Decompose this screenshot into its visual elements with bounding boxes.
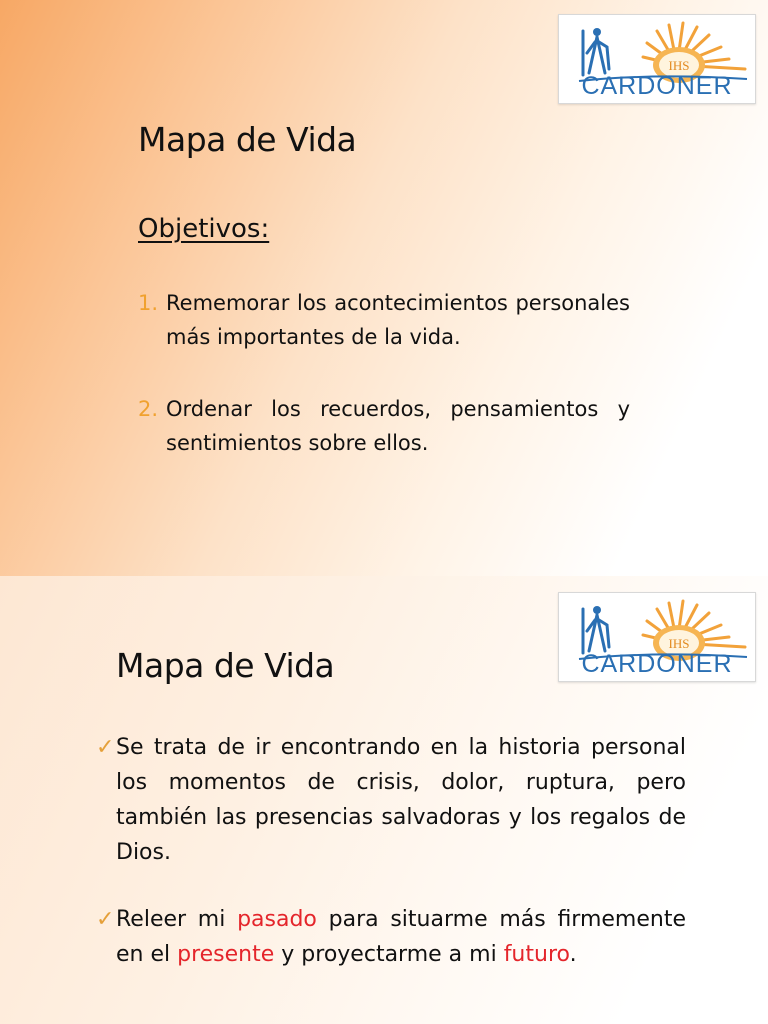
pilgrim-figure-icon xyxy=(583,28,609,75)
text-segment: Releer mi xyxy=(116,907,238,932)
svg-text:IHS: IHS xyxy=(668,636,690,651)
cardoner-logo xyxy=(558,14,756,104)
bullet-point xyxy=(96,902,686,972)
objective-text: Ordenar los recuerdos, pensamientos y sentimientos sobre ellos. xyxy=(166,397,630,455)
checkmark-icon: ✓ xyxy=(96,907,115,932)
svg-text:IHS: IHS xyxy=(668,58,690,73)
checkmark-icon: ✓ xyxy=(96,735,115,760)
objective-number: 2. xyxy=(138,397,159,421)
bullet-text xyxy=(96,902,686,972)
text-segment: y proyectarme a mi xyxy=(274,942,504,967)
objective-item xyxy=(138,286,630,354)
objective-number: 1. xyxy=(138,291,159,315)
objective-item xyxy=(138,392,630,460)
objective-text: Rememorar los acontecimientos personales más importantes de la vida. xyxy=(166,291,630,349)
logo-text: CARDONER xyxy=(581,72,733,100)
slide-title: Mapa de Vida xyxy=(138,120,357,159)
cardoner-logo xyxy=(558,592,756,682)
slide-2 xyxy=(0,576,768,1024)
highlight-futuro: futuro xyxy=(503,942,570,967)
slide-title: Mapa de Vida xyxy=(116,646,335,685)
highlight-pasado: pasado xyxy=(237,907,317,932)
highlight-presente: presente xyxy=(177,942,275,967)
bullet-point xyxy=(96,730,686,870)
bullet-text: Se trata de ir encontrando en la historia personal los momentos de crisis, dolor, ruptura, pero también las presencias salvadoras y los regalos de Dios. xyxy=(116,735,686,865)
pilgrim-figure-icon xyxy=(583,606,609,653)
logo-text: CARDONER xyxy=(581,650,733,678)
text-segment: para situarme más firmemente en el xyxy=(116,907,686,967)
text-segment: . xyxy=(569,942,577,967)
objectives-heading: Objetivos: xyxy=(138,214,270,244)
